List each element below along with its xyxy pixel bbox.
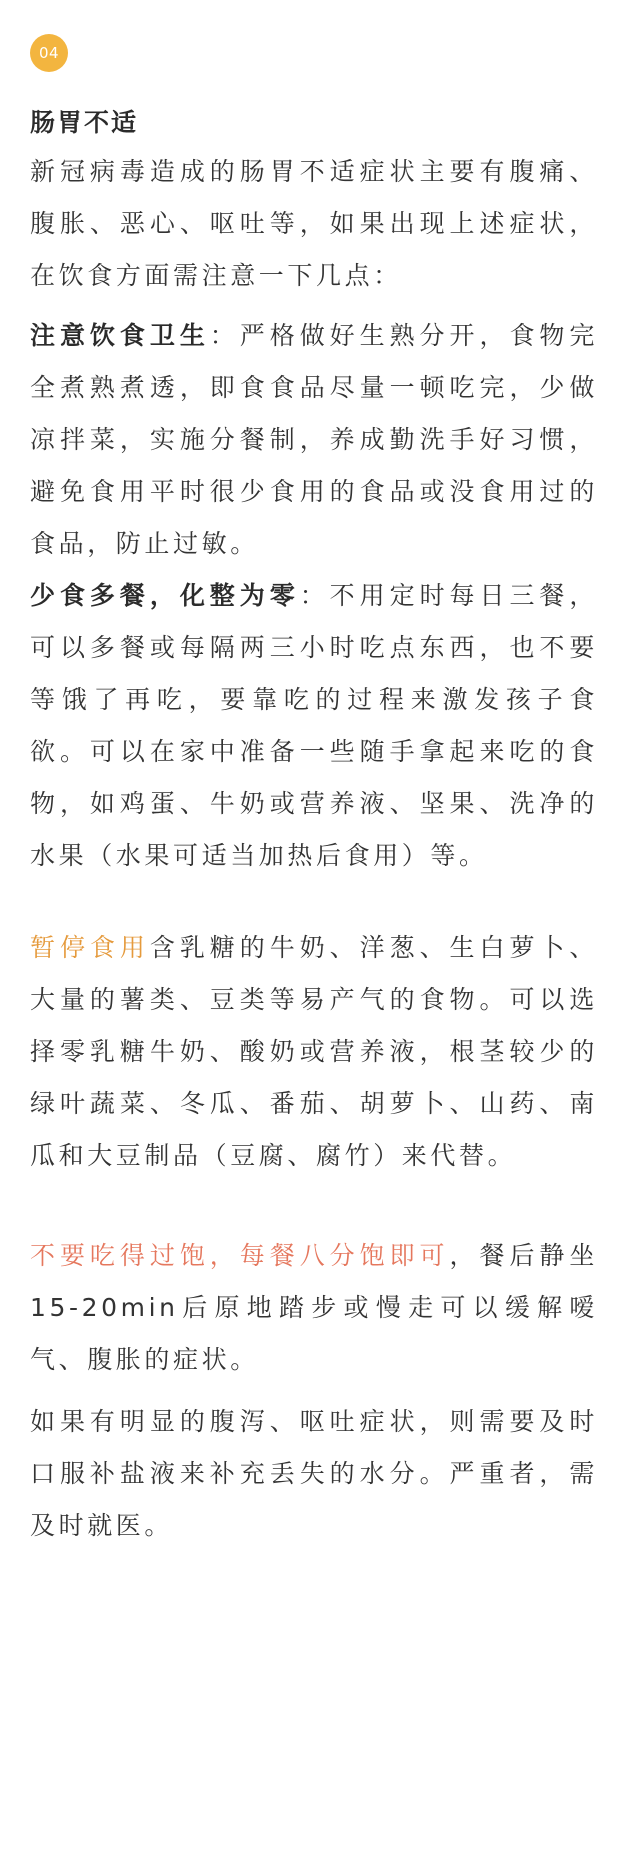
- tip-avoid-foods-paragraph: [30, 922, 598, 1182]
- tip-small-meals-paragraph: [30, 570, 598, 882]
- section-heading: 肠胃不适: [30, 108, 139, 137]
- closing-paragraph: [30, 1396, 598, 1552]
- tip-hygiene-body: ：严格做好生熟分开，食物完全煮熟煮透，即食食品尽量一顿吃完，少做凉拌菜，实施分餐制，养成勤洗手好习惯，避免食用平时很少食用的食品或没食用过的食品，防止过敏。: [30, 321, 598, 558]
- intro-text: 新冠病毒造成的肠胃不适症状主要有腹痛、腹胀、恶心、呕吐等，如果出现上述症状，在饮食方面需注意一下几点：: [30, 157, 598, 290]
- tip-hygiene-paragraph: [30, 310, 598, 570]
- tip-avoid-foods-lead: 暂停食用: [30, 933, 150, 962]
- tip-not-full-lead: 不要吃得过饱，每餐八分饱即可: [30, 1241, 450, 1270]
- tip-hygiene-lead: 注意饮食卫生: [30, 321, 210, 350]
- tip-small-meals-body: ：不用定时每日三餐，可以多餐或每隔两三小时吃点东西，也不要等饿了再吃，要靠吃的过程来激发孩子食欲。可以在家中准备一些随手拿起来吃的食物，如鸡蛋、牛奶或营养液、坚果、洗净的水果（水果可适当加热后食用）等。: [30, 581, 598, 870]
- tip-avoid-foods-body: 含乳糖的牛奶、洋葱、生白萝卜、大量的薯类、豆类等易产气的食物。可以选择零乳糖牛奶、酸奶或营养液，根茎较少的绿叶蔬菜、冬瓜、番茄、胡萝卜、山药、南瓜和大豆制品（豆腐、腐竹）来代替。: [30, 933, 598, 1170]
- closing-text: 如果有明显的腹泻、呕吐症状，则需要及时口服补盐液来补充丢失的水分。严重者，需及时就医。: [30, 1407, 598, 1540]
- intro-paragraph: [30, 146, 598, 302]
- section-number-badge: [30, 34, 68, 72]
- tip-not-full-paragraph: [30, 1230, 598, 1386]
- section-number: 04: [38, 44, 60, 62]
- tip-not-full-body: ，餐后静坐15-20min后原地踏步或慢走可以缓解嗳气、腹胀的症状。: [30, 1241, 598, 1374]
- tip-small-meals-lead: 少食多餐，化整为零: [30, 581, 300, 610]
